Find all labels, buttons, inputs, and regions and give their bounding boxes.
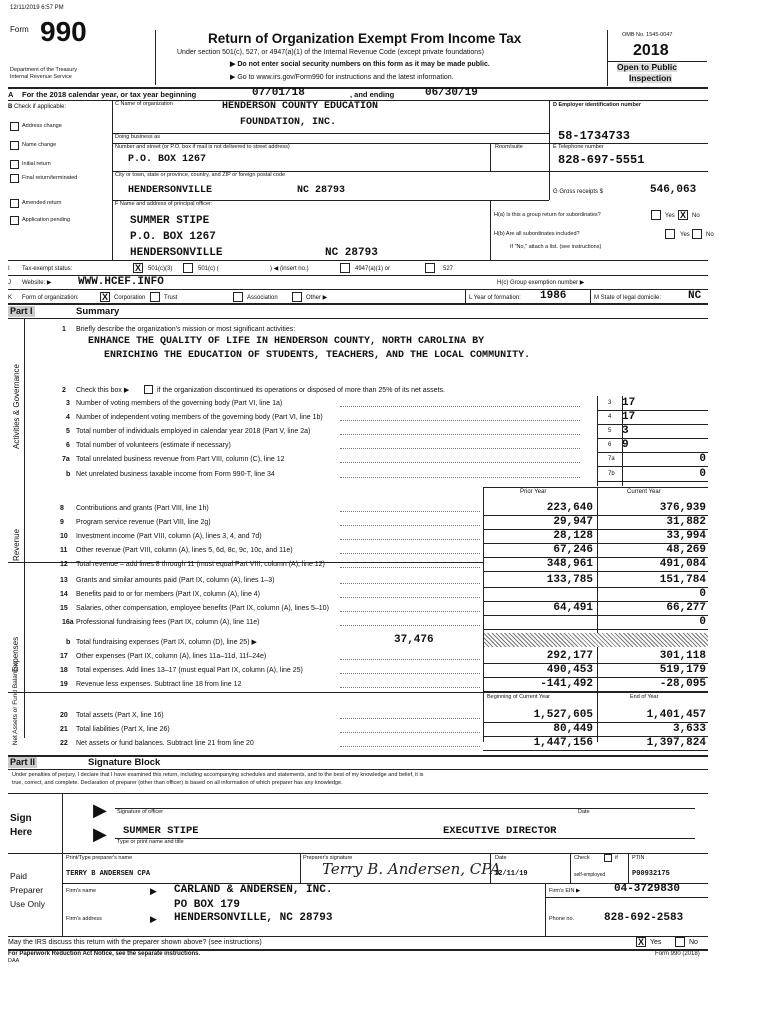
tax-year-end[interactable]: 06/30/19: [425, 87, 478, 99]
line-number: b: [66, 471, 71, 478]
association-checkbox[interactable]: [233, 292, 243, 302]
dot-leader: [340, 406, 580, 407]
revenue-label: Revenue: [12, 528, 21, 561]
print-timestamp: 12/11/2019 6:57 PM: [10, 5, 64, 11]
tax-year-begin[interactable]: 07/01/18: [252, 87, 305, 99]
principal-officer-label: F Name and address of principal officer:: [115, 201, 213, 207]
dot-leader: [340, 448, 580, 449]
dba-label: Doing business as: [115, 134, 160, 140]
current-year-value[interactable]: 3,633: [672, 723, 706, 735]
dot-leader: [340, 611, 480, 612]
part2-title: Signature Block: [88, 757, 161, 768]
preparer-name-label: Print/Type preparer's name: [66, 855, 133, 861]
signer-name[interactable]: SUMMER STIPE: [123, 825, 199, 837]
line2-text: Check this box ▶: [76, 387, 130, 394]
ein[interactable]: 58-1734733: [558, 129, 631, 143]
preparer-name[interactable]: TERRY B ANDERSEN CPA: [66, 870, 151, 878]
current-year-header: Current Year: [627, 489, 661, 495]
preparer-date[interactable]: 12/11/19: [494, 870, 528, 878]
line-text: Net unrelated business taxable income from Form 990-T, line 34: [76, 471, 275, 478]
line-number: 20: [60, 712, 68, 719]
eoy-header: End of Year: [630, 694, 659, 700]
line-number: 17: [60, 653, 68, 660]
signer-title[interactable]: EXECUTIVE DIRECTOR: [443, 825, 557, 837]
row-line: [597, 481, 708, 482]
trust-label: Trust: [164, 295, 178, 301]
row-line: [597, 452, 708, 453]
line-box: 7a: [608, 456, 615, 462]
line-text: Total revenue – add lines 8 through 11 (must equal Part VIII, column (A), line 12): [76, 561, 325, 568]
sign-arrow-icon-2: ▶: [93, 824, 107, 844]
gross-receipts-label: G Gross receipts $: [553, 189, 604, 195]
current-year-value[interactable]: 491,084: [659, 558, 706, 570]
applicable-checkbox[interactable]: [10, 122, 19, 131]
part2-tag: Part II: [10, 757, 36, 767]
dot-leader: [340, 597, 480, 598]
firm-address-label: Firm's address: [66, 916, 102, 922]
prior-year-value[interactable]: 64,491: [553, 602, 593, 614]
preparer-signature[interactable]: Terry B. Andersen, CPA: [322, 860, 501, 878]
line-box: 4: [608, 414, 612, 420]
discuss-yes-label: Yes: [650, 939, 662, 946]
sign-arrow-icon: ▶: [93, 800, 107, 820]
self-employed-checkbox[interactable]: [604, 854, 612, 862]
line-number: 21: [60, 726, 68, 733]
dot-leader: [340, 732, 480, 733]
line-text: Other revenue (Part VIII, column (A), lines 5, 6d, 8c, 9c, 10c, and 11e): [76, 547, 293, 554]
line-value[interactable]: 9: [622, 439, 629, 451]
firm-address-2[interactable]: HENDERSONVILLE, NC 28793: [174, 912, 333, 924]
officer-state-zip[interactable]: NC 28793: [325, 247, 378, 259]
current-year-value[interactable]: 0: [699, 616, 706, 628]
line-number: 14: [60, 591, 68, 598]
org-name-line1[interactable]: HENDERSON COUNTY EDUCATION: [222, 101, 379, 112]
mission-line2[interactable]: ENRICHING THE EDUCATION OF STUDENTS, TEACHERS, AND THE LOCAL COMMUNITY.: [104, 350, 531, 361]
ha-yes-label: Yes: [665, 213, 675, 219]
prior-year-value[interactable]: 292,177: [546, 650, 593, 662]
line-text: Total unrelated business revenue from Part VIII, column (C), line 12: [76, 456, 285, 463]
gross-receipts[interactable]: 546,063: [650, 184, 697, 196]
street-label: Number and street (or P.O. box if mail is not delivered to street address): [115, 144, 290, 150]
dot-leader: [340, 420, 580, 421]
city[interactable]: HENDERSONVILLE: [128, 185, 213, 196]
prior-year-value[interactable]: 133,785: [546, 574, 593, 586]
other-checkbox[interactable]: [292, 292, 302, 302]
current-year-value[interactable]: 66,277: [666, 602, 706, 614]
prior-year-value[interactable]: -141,492: [540, 678, 593, 690]
dot-leader: [340, 718, 480, 719]
prior-year-value[interactable]: 80,449: [553, 723, 593, 735]
dot-leader: [340, 687, 480, 688]
association-label: Association: [247, 295, 278, 301]
line-text: Net assets or fund balances. Subtract line 21 from line 20: [76, 740, 254, 747]
form-of-org-label: Form of organization:: [22, 295, 79, 301]
applicable-label: Application pending: [22, 217, 71, 223]
discuss-question: May the IRS discuss this return with the preparer shown above? (see instructions): [8, 939, 262, 946]
applicable-checkbox[interactable]: [10, 199, 19, 208]
prior-year-value[interactable]: 29,947: [553, 516, 593, 528]
form-subtitle: Under section 501(c), 527, or 4947(a)(1) of the Internal Revenue Code (except private foundations): [177, 49, 485, 56]
row-line: [597, 410, 708, 411]
row-line: [483, 587, 708, 588]
hb-no-label: No: [706, 232, 714, 238]
current-year-value[interactable]: 301,118: [659, 650, 706, 662]
officer-address[interactable]: P.O. BOX 1267: [130, 231, 216, 243]
4947-checkbox[interactable]: [340, 263, 350, 273]
address-arrow-icon: ▶: [150, 914, 157, 924]
org-name-line2[interactable]: FOUNDATION, INC.: [240, 117, 337, 128]
sign-label: Sign: [10, 813, 32, 824]
line-text: Number of voting members of the governing body (Part VI, line 1a): [76, 400, 283, 407]
check-if-applicable-label: B Check if applicable:: [8, 104, 67, 110]
line-number: 12: [60, 561, 68, 568]
form-word: Form: [10, 25, 29, 34]
current-year-value[interactable]: -28,095: [659, 678, 706, 690]
current-year-value[interactable]: 519,179: [659, 664, 706, 676]
attach-list-note: If "No," attach a list. (see instructions): [510, 244, 602, 250]
line-number: b: [66, 639, 71, 646]
preparer-signature-label: Preparer's signature: [303, 855, 353, 861]
corporation-checkbox[interactable]: X: [101, 292, 108, 302]
current-year-value[interactable]: 0: [699, 588, 706, 600]
room-suite-label: Room/suite: [495, 144, 523, 150]
dot-leader: [340, 567, 480, 568]
daa-mark: DAA: [8, 958, 20, 964]
current-year-value[interactable]: 151,784: [659, 574, 706, 586]
line-text: Salaries, other compensation, employee benefits (Part IX, column (A), lines 5–10): [76, 605, 329, 612]
part1-tag: Part I: [10, 306, 33, 316]
applicable-label: Amended return: [22, 200, 62, 206]
prior-year-value[interactable]: 1,527,605: [533, 709, 593, 721]
dot-leader: [340, 539, 480, 540]
open-inspection: Inspection: [629, 73, 672, 83]
ptin-label: PTIN: [632, 855, 645, 861]
line-value[interactable]: 17: [622, 411, 636, 423]
legal-domicile[interactable]: NC: [688, 290, 702, 302]
line-text: Benefits paid to or for members (Part IX, column (A), line 4): [76, 591, 261, 598]
box-divider: [597, 396, 598, 486]
dot-leader: [340, 625, 480, 626]
line-k-label: K: [8, 295, 13, 301]
expenses-label: Expenses: [11, 636, 20, 672]
line-box: 6: [608, 442, 612, 448]
row-line: [483, 629, 708, 630]
tax-year: 2018: [633, 42, 669, 59]
line-value[interactable]: 3: [622, 425, 629, 437]
line-box: 7b: [608, 471, 615, 477]
line-i-label: I: [8, 266, 10, 272]
applicable-checkbox[interactable]: [10, 174, 19, 183]
other-label: Other ▶: [306, 295, 328, 301]
form-title: Return of Organization Exempt From Income Tax: [208, 31, 522, 46]
applicable-label: Name change: [22, 142, 57, 148]
ha-yes-checkbox[interactable]: [651, 210, 661, 220]
current-year-value[interactable]: 33,994: [666, 530, 706, 542]
ssn-warning: ▶ Do not enter social security numbers on this form as it may be made public.: [230, 61, 490, 68]
dot-leader: [340, 477, 580, 478]
penalty-statement-1: Under penalties of perjury, I declare that I have examined this return, including accompanying schedules and statements, and to the best of my knowledge and belief, it is: [12, 772, 424, 778]
street-address[interactable]: P.O. BOX 1267: [128, 154, 207, 165]
activities-governance-label: Activities & Governance: [12, 364, 21, 449]
line-text: Professional fundraising fees (Part IX, column (A), line 11e): [76, 619, 260, 626]
line-number: 22: [60, 740, 68, 747]
penalty-statement-2: true, correct, and complete. Declaration of preparer (other than officer) is based on all information of which preparer has any knowledge.: [12, 780, 343, 786]
527-checkbox[interactable]: [425, 263, 435, 273]
line-text: Contributions and grants (Part VIII, line 1h): [76, 505, 209, 512]
applicable-checkbox[interactable]: [10, 141, 19, 150]
dot-leader: [340, 583, 480, 584]
line2-text2: if the organization discontinued its operations or disposed of more than 25% of its net assets.: [157, 387, 445, 394]
line-box: 3: [608, 400, 612, 406]
applicable-checkbox[interactable]: [10, 160, 19, 169]
line1-text: Briefly describe the organization's mission or most significant activities:: [76, 326, 296, 333]
applicable-label: Address change: [22, 123, 62, 129]
line-value[interactable]: 0: [699, 468, 706, 480]
line-text: Total number of individuals employed in calendar year 2018 (Part V, line 2a): [76, 428, 311, 435]
dot-leader: [340, 673, 480, 674]
prior-year-value[interactable]: 28,128: [553, 530, 593, 542]
current-year-value[interactable]: 1,397,824: [646, 737, 706, 749]
ptin[interactable]: P00932175: [632, 870, 670, 878]
row-line: [597, 466, 708, 467]
501c3-label: 501(c)(3): [148, 266, 173, 272]
group-return-question: H(a) Is this a group return for subordinates?: [494, 212, 601, 218]
line-text: Program service revenue (Part VIII, line 2g): [76, 519, 211, 526]
section-line: [8, 692, 708, 693]
subordinates-question: H(b) Are all subordinates included?: [494, 231, 580, 237]
firm-ein-label: Firm's EIN ▶: [549, 888, 581, 894]
line-value[interactable]: 0: [699, 453, 706, 465]
line-text: Grants and similar amounts paid (Part IX, column (A), lines 1–3): [76, 577, 275, 584]
website-label: Website: ▶: [22, 280, 52, 286]
paperwork-notice: For Paperwork Reduction Act Notice, see the separate instructions.: [8, 951, 201, 957]
dot-leader: [340, 525, 480, 526]
line-text: Total number of volunteers (estimate if necessary): [76, 442, 231, 449]
line2-num: 2: [62, 387, 66, 394]
hb-yes-label: Yes: [680, 232, 690, 238]
current-year-value[interactable]: 31,882: [666, 516, 706, 528]
fundraising-expenses-value[interactable]: 37,476: [394, 634, 434, 646]
form-number: 990: [40, 16, 87, 47]
firm-address-1[interactable]: PO BOX 179: [174, 899, 241, 911]
line-number: 7a: [62, 456, 70, 463]
prior-year-value[interactable]: 223,640: [546, 502, 593, 514]
row-line: [483, 615, 708, 616]
dot-leader: [340, 462, 580, 463]
dot-leader: [340, 511, 480, 512]
line-text: Total liabilities (Part X, line 26): [76, 726, 170, 733]
line-a-label: A: [8, 90, 14, 99]
website[interactable]: WWW.HCEF.INFO: [78, 276, 164, 288]
firm-name-label: Firm's name: [66, 888, 97, 894]
firm-name[interactable]: CARLAND & ANDERSEN, INC.: [174, 884, 333, 896]
dot-leader: [340, 434, 580, 435]
prior-year-value[interactable]: 67,246: [553, 544, 593, 556]
prior-year-value[interactable]: 348,961: [546, 558, 593, 570]
line-a-text: For the 2018 calendar year, or tax year beginning: [22, 90, 197, 99]
row-line: [597, 424, 708, 425]
501c3-checkbox[interactable]: X: [134, 263, 141, 273]
box-divider: [622, 396, 623, 486]
discuss-no-checkbox[interactable]: [675, 937, 685, 947]
officer-name[interactable]: SUMMER STIPE: [130, 215, 210, 227]
line-number: 9: [60, 519, 64, 526]
year-formation-label: L Year of formation:: [469, 295, 521, 301]
line-number: 3: [66, 400, 70, 407]
line2-checkbox[interactable]: [144, 385, 153, 394]
ha-no-checkbox[interactable]: X: [679, 210, 686, 220]
section-line: [8, 562, 483, 563]
sign-date-label: Date: [578, 809, 590, 815]
paid-label: Paid: [10, 871, 28, 881]
tax-exempt-status-label: Tax-exempt status:: [22, 266, 73, 272]
line-number: 10: [60, 533, 68, 540]
name-title-label: Type or print name and title: [117, 839, 184, 845]
line-number: 8: [60, 505, 64, 512]
form-reference: Form 990 (2018): [655, 951, 700, 957]
line-number: 6: [66, 442, 70, 449]
check-label: Check: [574, 855, 590, 861]
line-text: Total fundraising expenses (Part IX, column (D), line 25) ▶: [76, 639, 257, 646]
ein-label: D Employer identification number: [553, 102, 642, 108]
org-name-label: C Name of organization: [115, 101, 173, 107]
line-text: Total expenses. Add lines 13–17 (must equal Part IX, column (A), line 25): [76, 667, 303, 674]
prior-year-value[interactable]: 490,453: [546, 664, 593, 676]
and-ending-label: , and ending: [350, 90, 395, 99]
line-number: 11: [60, 547, 68, 554]
line-number: 16a: [62, 619, 74, 626]
line-text: Investment income (Part VIII, column (A), lines 3, 4, and 7d): [76, 533, 262, 540]
legal-domicile-label: M State of legal domicile:: [594, 295, 662, 301]
4947-label: 4947(a)(1) or: [355, 266, 391, 272]
state-zip[interactable]: NC 28793: [297, 185, 346, 196]
trust-checkbox[interactable]: [150, 292, 160, 302]
prior-year-header: Prior Year: [520, 489, 547, 495]
line-number: 4: [66, 414, 70, 421]
self-employed-label: self-employed: [574, 872, 606, 878]
insert-no-label: ) ◀ (insert no.): [270, 266, 309, 272]
group-exemption-label: H(c) Group exemption number ▶: [497, 280, 585, 286]
firm-phone[interactable]: 828-692-2583: [604, 912, 684, 924]
line1-num: 1: [62, 326, 66, 333]
applicable-checkbox[interactable]: [10, 216, 19, 225]
current-year-value[interactable]: 1,401,457: [646, 709, 706, 721]
year-of-formation[interactable]: 1986: [540, 290, 567, 302]
current-year-value[interactable]: 48,269: [666, 544, 706, 556]
use-only-label: Use Only: [10, 899, 45, 909]
boy-header: Beginning of Current Year: [487, 694, 550, 700]
firm-ein[interactable]: 04-3729830: [614, 883, 681, 895]
if-label: if: [615, 855, 618, 861]
line-box: 5: [608, 428, 612, 434]
prior-year-value[interactable]: 1,447,156: [533, 737, 593, 749]
here-label: Here: [10, 827, 33, 838]
hb-no-checkbox[interactable]: [692, 229, 702, 239]
part1-title: Summary: [76, 306, 120, 317]
instructions-link[interactable]: ▶ Go to www.irs.gov/Form990 for instructions and the latest information.: [230, 74, 454, 81]
line-text: Revenue less expenses. Subtract line 18 from line 12: [76, 681, 242, 688]
ha-no-label: No: [692, 213, 700, 219]
dept-treasury: Department of the Treasury: [10, 67, 77, 73]
row-line: [483, 571, 708, 572]
preparer-label: Preparer: [10, 885, 44, 895]
line-number: 13: [60, 577, 68, 584]
prep-date-label: Date: [495, 855, 507, 861]
irs-name: Internal Revenue Service: [10, 74, 72, 80]
omb-number: OMB No. 1545-0047: [622, 32, 673, 38]
row-line: [483, 750, 708, 751]
discuss-no-label: No: [689, 939, 698, 946]
line-number: 19: [60, 681, 68, 688]
501c-checkbox[interactable]: [183, 263, 193, 273]
row-line: [597, 438, 708, 439]
corporation-label: Corporation: [114, 295, 146, 301]
shaded-cell: [484, 633, 708, 647]
527-label: 527: [443, 266, 454, 272]
officer-signature-label: Signature of officer: [117, 809, 164, 815]
line-value[interactable]: 17: [622, 397, 636, 409]
dot-leader: [340, 553, 480, 554]
applicable-label: Final return/terminated: [22, 175, 78, 181]
line-text: Number of independent voting members of the governing body (Part VI, line 1b): [76, 414, 323, 421]
city-label: City or town, state or province, country, and ZIP or foreign postal code: [115, 172, 286, 178]
firm-arrow-icon: ▶: [150, 886, 157, 896]
line-text: Total assets (Part X, line 16): [76, 712, 164, 719]
dot-leader: [340, 659, 480, 660]
phone[interactable]: 828-697-5551: [558, 153, 645, 167]
line-number: 5: [66, 428, 70, 435]
501c-label: 501(c) (: [198, 266, 219, 272]
net-assets-label: Net Assets or Fund Balances: [11, 661, 19, 746]
line-text: Other expenses (Part IX, column (A), lines 11a–11d, 11f–24e): [76, 653, 267, 660]
mission-line1[interactable]: ENHANCE THE QUALITY OF LIFE IN HENDERSON COUNTY, NORTH CAROLINA BY: [88, 336, 485, 347]
hb-yes-checkbox[interactable]: [665, 229, 675, 239]
discuss-yes-checkbox[interactable]: X: [637, 937, 644, 947]
phone-label: E Telephone number: [553, 144, 604, 150]
line-number: 15: [60, 605, 68, 612]
applicable-label: Initial return: [22, 161, 51, 167]
firm-phone-label: Phone no.: [549, 916, 575, 922]
officer-city[interactable]: HENDERSONVILLE: [130, 247, 223, 259]
dot-leader: [340, 746, 480, 747]
current-year-value[interactable]: 376,939: [659, 502, 706, 514]
line-j-label: J: [8, 280, 11, 286]
line-number: 18: [60, 667, 68, 674]
open-public: Open to Public: [617, 62, 677, 72]
